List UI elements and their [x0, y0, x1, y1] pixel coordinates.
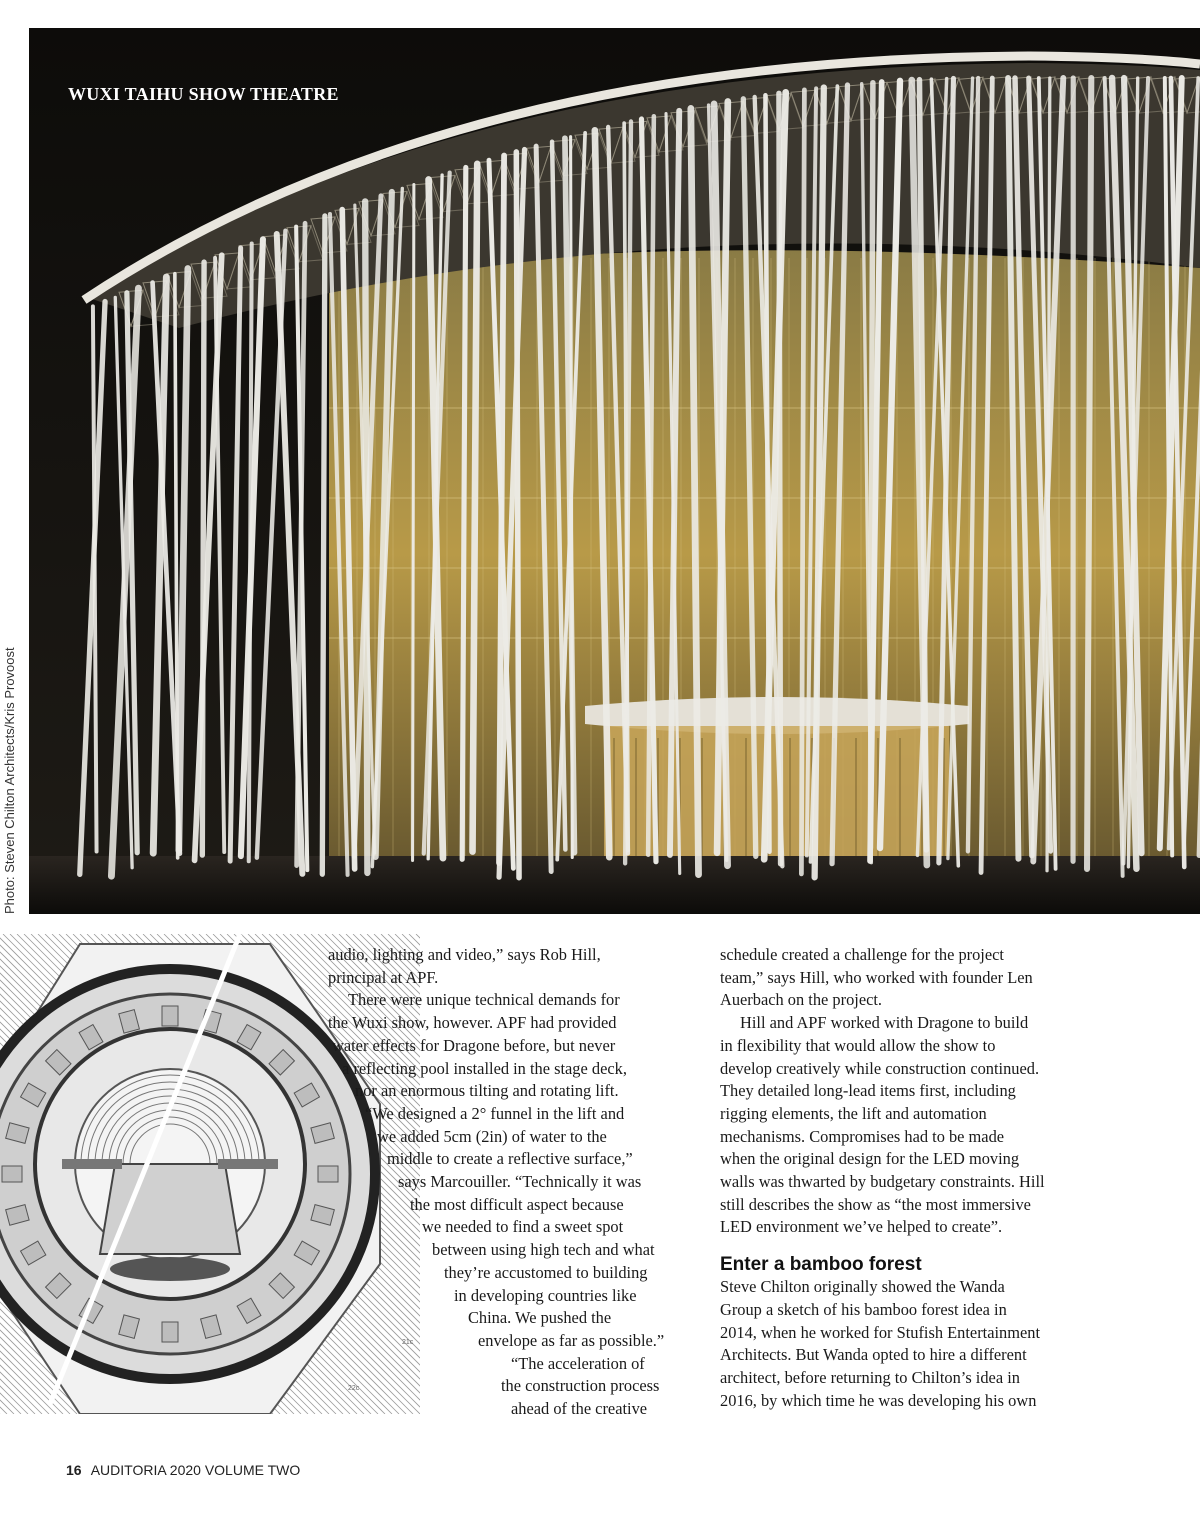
- body-text-line: when the original design for the LED moving: [720, 1149, 1020, 1169]
- theatre-photo: [29, 28, 1200, 914]
- body-text-line: LED environment we’ve helped to create”.: [720, 1217, 1003, 1237]
- body-text-line: mechanisms. Compromises had to be made: [720, 1126, 1005, 1146]
- body-text-line: the most difficult aspect because: [410, 1194, 624, 1214]
- right-paragraphs-after-heading: [720, 1276, 1100, 1412]
- body-text-column-left: [320, 944, 700, 1419]
- body-text-line: middle to create a reflective surface,”: [387, 1149, 633, 1169]
- body-text-line: Steve Chilton originally showed the Wanda: [720, 1277, 1005, 1297]
- body-text-line: China. We pushed the: [468, 1308, 612, 1328]
- body-text-line: Hill and APF worked with Dragone to build: [740, 1013, 1029, 1033]
- body-text-line: still describes the show as “the most immersive: [720, 1194, 1031, 1214]
- section-heading: Enter a bamboo forest: [720, 1254, 922, 1276]
- body-text-line: There were unique technical demands for: [348, 990, 620, 1010]
- body-text-line: nor an enormous tilting and rotating lift.: [355, 1081, 619, 1101]
- body-text-line: in flexibility that would allow the show to: [720, 1035, 996, 1055]
- body-text-line: says Marcouiller. “Technically it was: [398, 1172, 642, 1192]
- body-text-line: between using high tech and what: [432, 1240, 655, 1260]
- body-text-line: Auerbach on the project.: [720, 990, 883, 1010]
- body-text-line: the construction process: [501, 1376, 660, 1396]
- body-text-line: 2016, by which time he was developing his own: [720, 1390, 1037, 1410]
- body-text-line: They detailed long-lead items first, including: [720, 1081, 1016, 1101]
- section-label: WUXI TAIHU SHOW THEATRE: [68, 84, 339, 104]
- body-text-line: principal at APF.: [328, 967, 439, 987]
- body-text-line: they’re accustomed to building: [444, 1262, 648, 1282]
- body-text-line: envelope as far as possible.”: [478, 1330, 665, 1350]
- body-text-line: “We designed a 2° funnel in the lift and: [365, 1103, 625, 1123]
- body-text-column-right: [720, 944, 1100, 1410]
- body-text-line: schedule created a challenge for the project: [720, 945, 1004, 964]
- body-text-line: “The acceleration of: [511, 1353, 645, 1373]
- body-text-line: develop creatively while construction continued.: [720, 1058, 1040, 1078]
- body-text-line: water effects for Dragone before, but never: [332, 1035, 616, 1055]
- plan-label-22c: 22c: [348, 1385, 360, 1392]
- body-text-line: in developing countries like: [454, 1285, 637, 1305]
- page-footer: [66, 1462, 300, 1478]
- page-number: 16: [66, 1462, 82, 1478]
- body-text-line: architect, before returning to Chilton’s idea in: [720, 1367, 1020, 1387]
- body-text-line: rigging elements, the lift and automation: [720, 1103, 987, 1123]
- body-text-line: walls was thwarted by budgetary constraints. Hill: [720, 1172, 1045, 1192]
- body-text-line: 2014, when he worked for Stufish Entertainment: [720, 1322, 1041, 1342]
- body-text-line: we needed to find a sweet spot: [422, 1217, 624, 1237]
- body-text-line: ahead of the creative: [511, 1399, 648, 1419]
- body-text-line: we added 5cm (2in) of water to the: [377, 1126, 607, 1146]
- body-text-line: Architects. But Wanda opted to hire a different: [720, 1345, 1027, 1365]
- body-text-line: Group a sketch of his bamboo forest idea in: [720, 1299, 1007, 1319]
- publication-name: AUDITORIA 2020 VOLUME TWO: [90, 1462, 301, 1478]
- body-text-line: a reflecting pool installed in the stage deck,: [342, 1058, 627, 1078]
- theatre-illustration: [29, 28, 1200, 914]
- plan-label-21c: 21c: [402, 1339, 414, 1346]
- body-text-line: the Wuxi show, however. APF had provided: [328, 1013, 617, 1033]
- body-text-line: audio, lighting and video,” says Rob Hill,: [328, 945, 601, 964]
- right-paragraphs: [720, 944, 1100, 1239]
- body-text-line: team,” says Hill, who worked with founder Len: [720, 967, 1033, 987]
- photo-credit: Photo: Steven Chilton Architects/Kris Provoost: [2, 647, 17, 914]
